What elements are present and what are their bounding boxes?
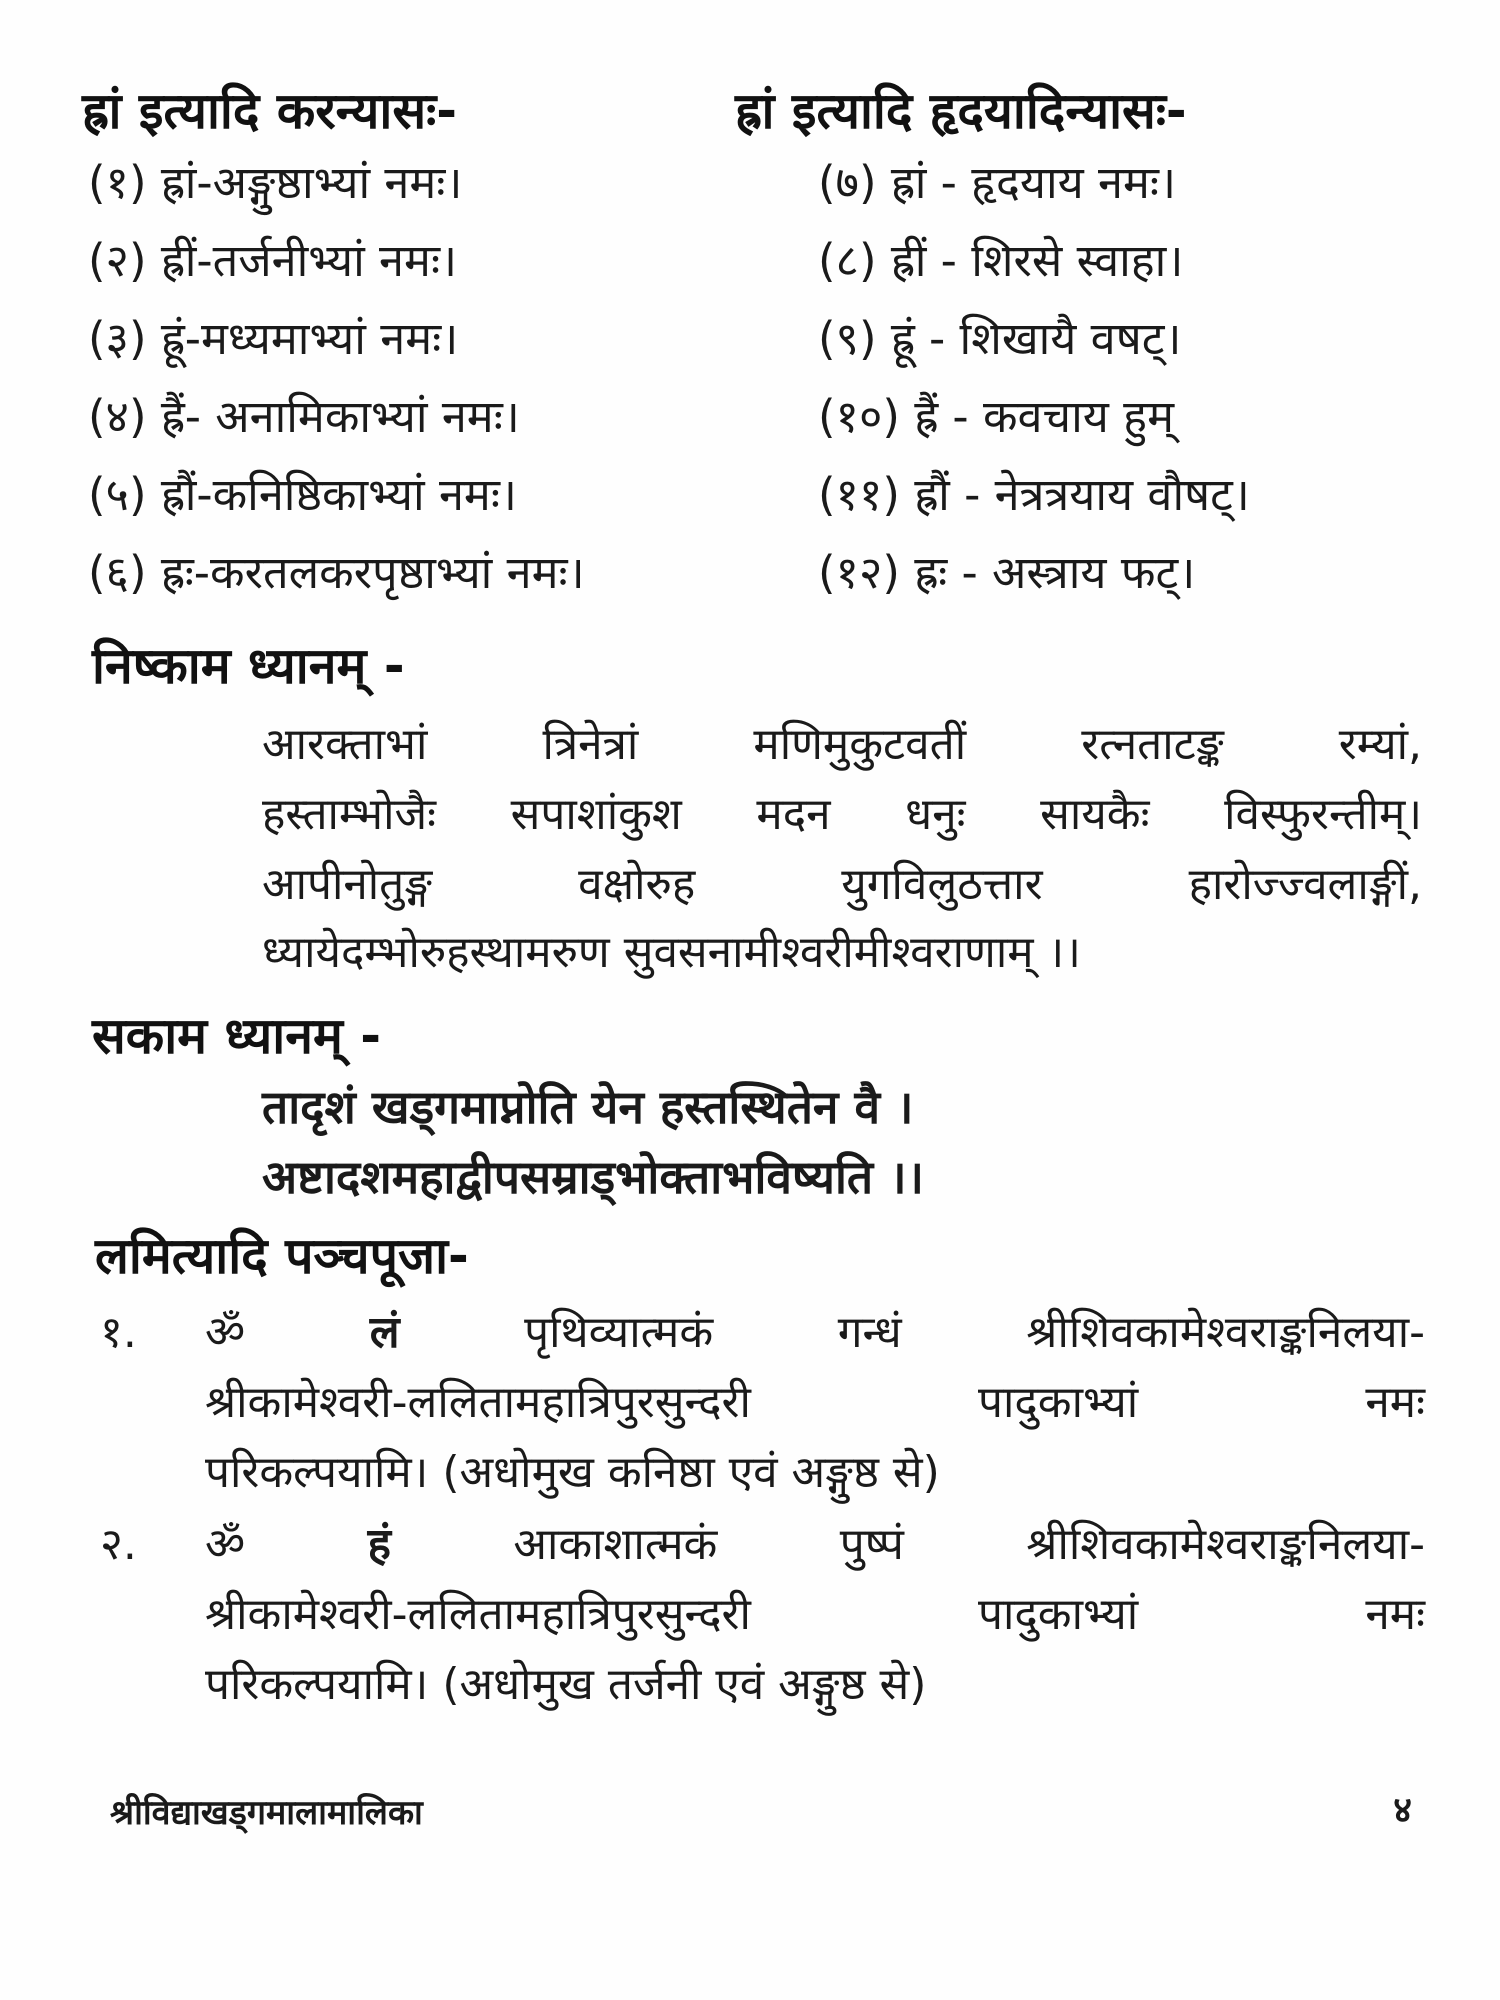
- puja-item-number: १.: [100, 1307, 137, 1358]
- hridayadi-item: (८) ह्रीं - शिरसे स्वाहा।: [818, 234, 1184, 287]
- puja-item-line: श्रीकामेश्वरी-ललितामहात्रिपुरसुन्दरी पादुकाभ्यां नमः: [205, 1589, 1425, 1640]
- hridayadi-list: [818, 158, 1250, 626]
- footer-book-title: श्रीविद्याखड्गमालामालिका: [110, 1793, 423, 1833]
- hridayadi-item: (७) ह्रां - हृदयाय नमः।: [818, 156, 1177, 209]
- hridayadi-item: (११) ह्रौं - नेत्रत्रयाय वौषट्।: [818, 468, 1250, 521]
- nishkama-verse-line: हस्ताम्भोजैः सपाशांकुश मदन धनुः सायकैः विस्फुरन्तीम्।: [262, 789, 1422, 840]
- karanyasa-item: (२) ह्रीं-तर्जनीभ्यां नमः।: [88, 234, 458, 287]
- karanyasa-item: (३) ह्रूं-मध्यमाभ्यां नमः।: [88, 312, 459, 365]
- bija-mantra: लं: [369, 1307, 400, 1358]
- puja-text: आकाशात्मकं पुष्पं श्रीशिवकामेश्वराङ्कनिलया-: [513, 1519, 1425, 1570]
- karanyasa-item: (१) ह्रां-अङ्गुष्ठाभ्यां नमः।: [88, 156, 463, 209]
- sakama-verse-line: अष्टादशमहाद्वीपसम्राड्भोक्ताभविष्यति ।।: [262, 1150, 924, 1204]
- puja-item-line: परिकल्पयामि। (अधोमुख कनिष्ठा एवं अङ्गुष्ठ से): [205, 1447, 940, 1498]
- puja-item-line: [205, 1512, 1425, 1572]
- karanyasa-item: (५) ह्रौं-कनिष्ठिकाभ्यां नमः।: [88, 468, 517, 521]
- hridayadi-item: (९) ह्रूं - शिखायै वषट्।: [818, 312, 1182, 365]
- nishkama-verse-line: ध्यायेदम्भोरुहस्थामरुण सुवसनामीश्वरीमीश्वराणाम् ।।: [262, 927, 1081, 978]
- puja-item-line: [205, 1300, 1425, 1360]
- nishkama-verse-line: आरक्ताभां त्रिनेत्रां मणिमुकुटवतीं रत्नताटङ्क रम्यां,: [262, 719, 1422, 770]
- hridayadinyasa-heading: ह्रां इत्यादि हृदयादिन्यासः-: [735, 82, 1187, 140]
- page-number: ४: [1393, 1790, 1412, 1831]
- sakama-dhyanam-heading: सकाम ध्यानम् -: [92, 1007, 382, 1065]
- nishkama-dhyanam-heading: निष्काम ध्यानम् -: [92, 637, 405, 695]
- karanyasa-list: [88, 158, 585, 626]
- karanyasa-item: (४) ह्रैं- अनामिकाभ्यां नमः।: [88, 390, 520, 443]
- karanyasa-item: (६) ह्रः-करतलकरपृष्ठाभ्यां नमः।: [88, 546, 585, 599]
- sakama-verse-line: तादृशं खड्गमाप्नोति येन हस्तस्थितेन वै ।: [262, 1080, 914, 1134]
- bija-mantra: हं: [367, 1519, 391, 1570]
- hridayadi-item: (१०) ह्रैं - कवचाय हुम्: [818, 390, 1174, 443]
- om-symbol: ॐ: [205, 1307, 246, 1358]
- puja-text: पृथिव्यात्मकं गन्धं श्रीशिवकामेश्वराङ्कनिलया-: [524, 1307, 1425, 1358]
- puja-item-number: २.: [100, 1519, 137, 1570]
- puja-item-line: परिकल्पयामि। (अधोमुख तर्जनी एवं अङ्गुष्ठ से): [205, 1659, 927, 1710]
- nishkama-verse-line: आपीनोतुङ्ग वक्षोरुह युगविलुठत्तार हारोज्ज्वलाङ्गीं,: [262, 859, 1422, 910]
- karanyasa-heading: ह्रां इत्यादि करन्यासः-: [82, 82, 458, 140]
- hridayadi-item: (१२) ह्रः - अस्त्राय फट्।: [818, 546, 1196, 599]
- panchapuja-heading: लमित्यादि पञ्चपूजा-: [95, 1227, 469, 1285]
- puja-item-line: श्रीकामेश्वरी-ललितामहात्रिपुरसुन्दरी पादुकाभ्यां नमः: [205, 1377, 1425, 1428]
- om-symbol: ॐ: [205, 1519, 246, 1570]
